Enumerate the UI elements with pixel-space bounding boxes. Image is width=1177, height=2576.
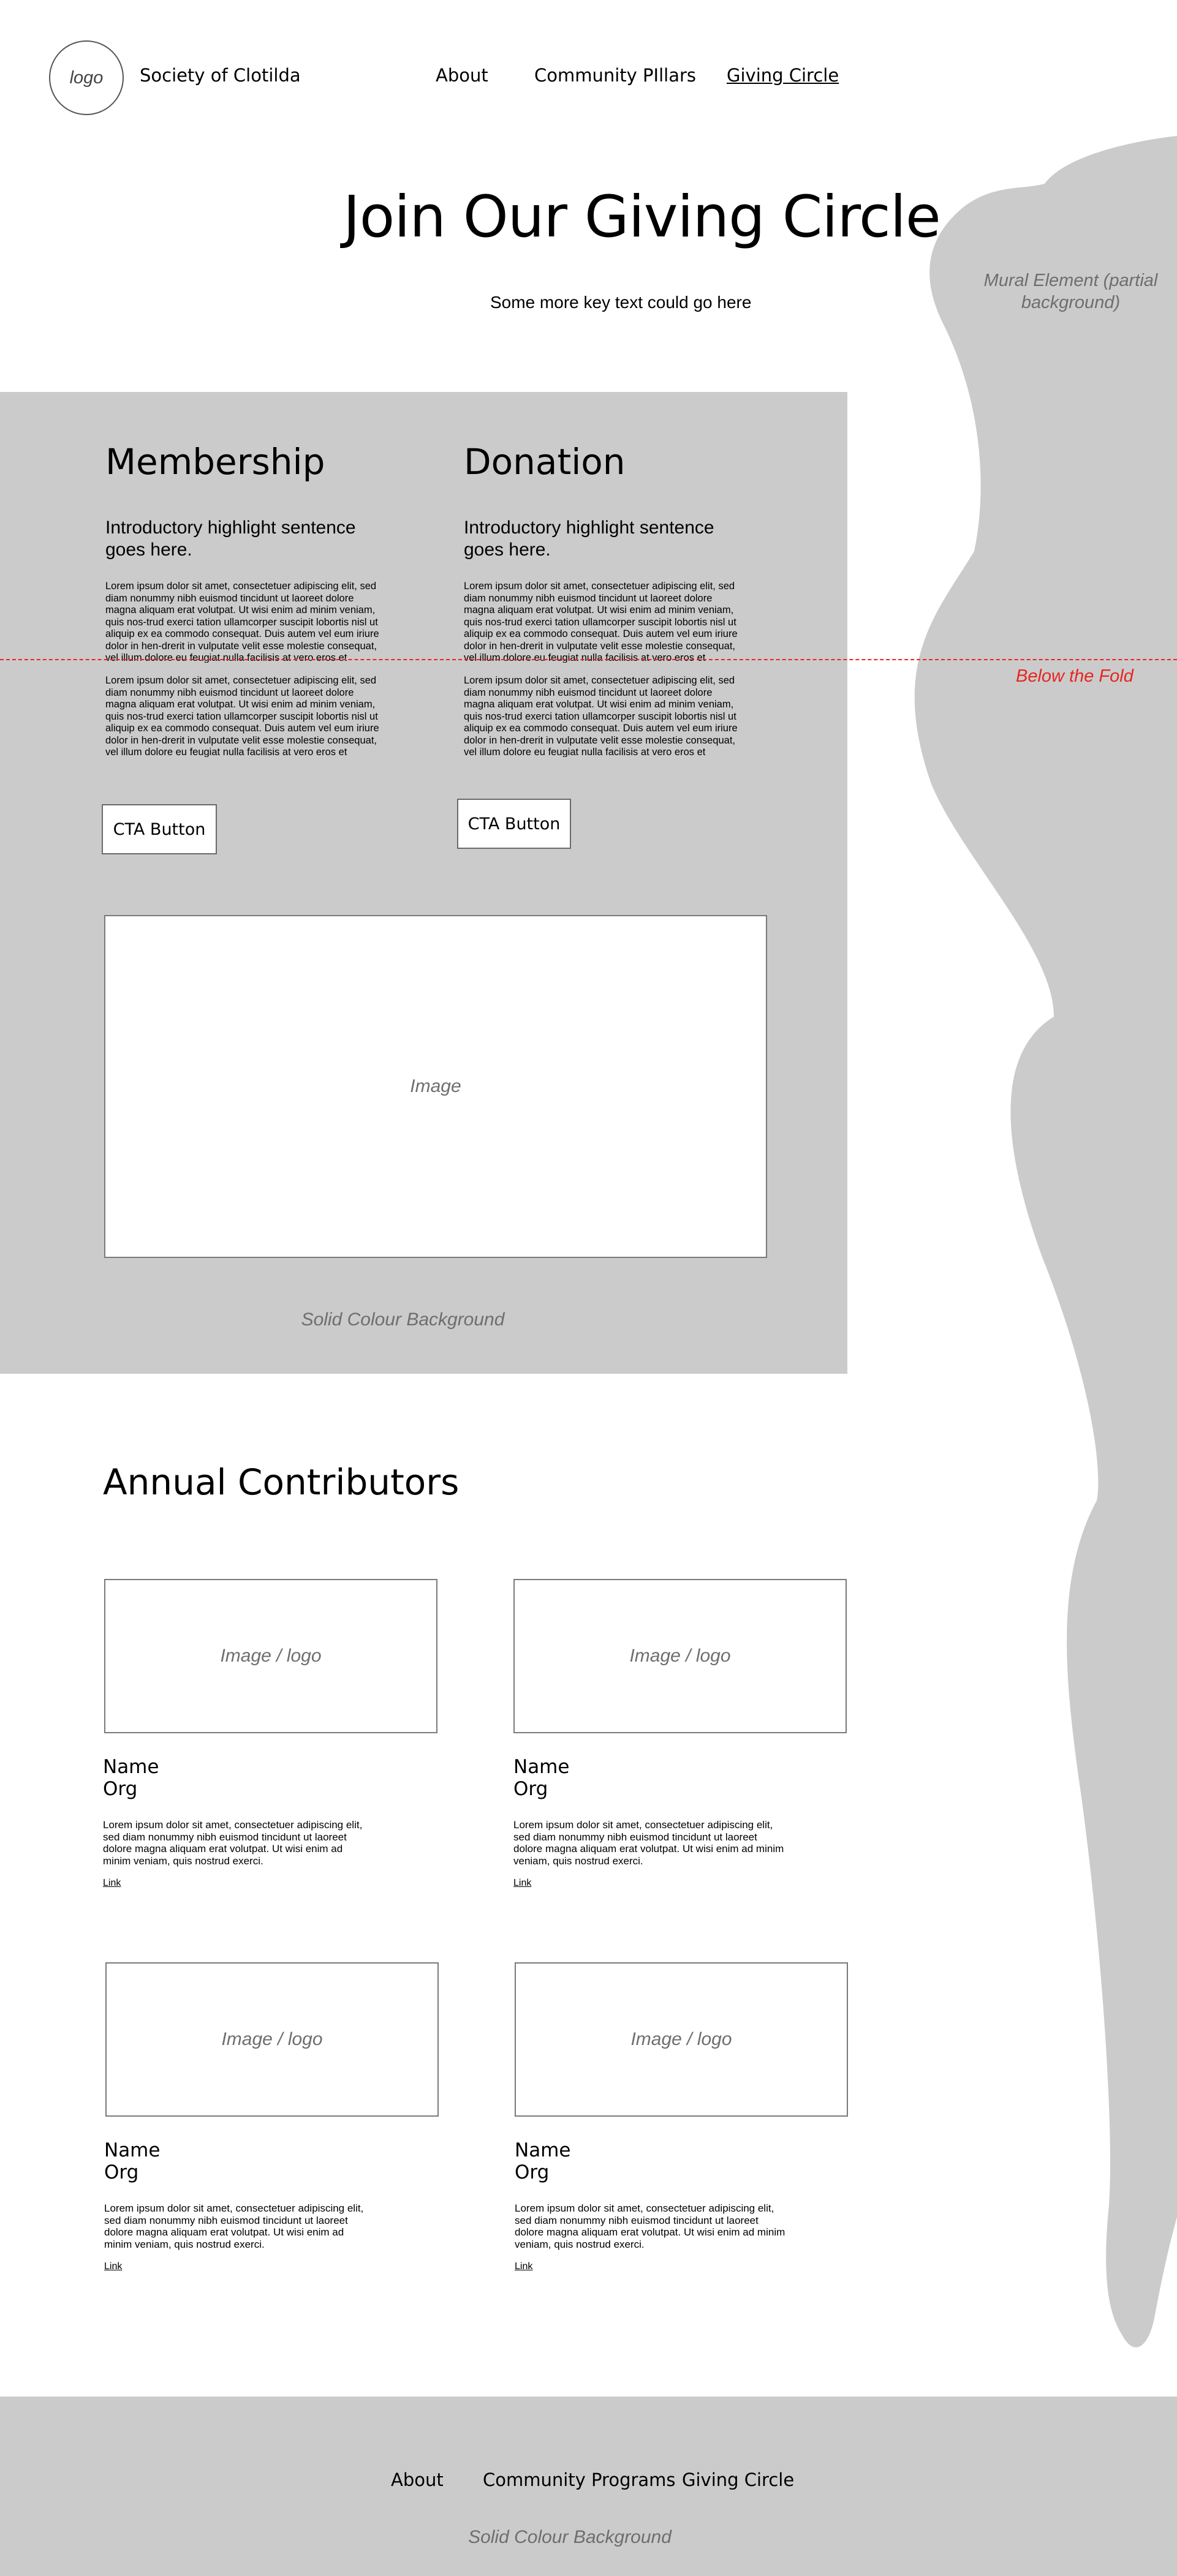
nav-item-giving-circle[interactable]: Giving Circle	[727, 65, 839, 86]
contributor-image-label: Image / logo	[221, 2029, 323, 2049]
donation-cta-button[interactable]: CTA Button	[457, 799, 571, 849]
membership-paragraph-1: Lorem ipsum dolor sit amet, consectetuer adipiscing elit, sed diam nonummy nibh euismod tincidunt ut laoreet dolore magna aliquam erat volutpat. Ut wisi enim ad minim veniam, quis nos-trud exerci tation ullamcorper suscipit lobortis nisl ut aliquip ex ea commodo consequat. Duis autem vel eum iriure dolor in hen-drerit in vulputate velit esse molestie consequat, vel illum dolore eu feugiat nulla facilisis at vero eros et	[105, 581, 379, 663]
page-title: Join Our Giving Circle	[343, 184, 940, 250]
membership-cta-button[interactable]: CTA Button	[102, 804, 217, 854]
fold-line	[0, 659, 1177, 660]
contributor-image-label: Image / logo	[630, 2029, 732, 2049]
contributor-description: Lorem ipsum dolor sit amet, consectetuer adipiscing elit, sed diam nonummy nibh euismod tincidunt ut laoreet dolore magna aliquam erat volutpat. Ut wisi enim ad minim veniam, quis nostrud exerci.	[103, 1819, 363, 1867]
hero-subtitle: Some more key text could go here	[490, 293, 752, 312]
mural-label: Mural Element (partial background)	[983, 271, 1158, 312]
contributors-heading: Annual Contributors	[103, 1461, 460, 1503]
contributor-org: Org	[103, 1778, 138, 1800]
donation-paragraph-2: Lorem ipsum dolor sit amet, consectetuer adipiscing elit, sed diam nonummy nibh euismod tincidunt ut laoreet dolore magna aliquam erat volutpat. Ut wisi enim ad minim veniam, quis nos-trud exerci tation ullamcorper suscipit lobortis nisl ut aliquip ex ea commodo consequat. Duis autem vel eum iriure dolor in hen-drerit in vulputate velit esse molestie consequat, vel illum dolore eu feugiat nulla facilisis at vero eros et	[464, 675, 738, 757]
contributor-image-placeholder	[104, 1579, 437, 1733]
contributor-image-placeholder	[105, 1962, 439, 2117]
logo[interactable]	[49, 40, 124, 115]
footer-nav-giving-circle[interactable]: Giving Circle	[682, 2469, 795, 2490]
membership-heading: Membership	[105, 441, 325, 483]
footer-nav-about[interactable]: About	[391, 2469, 444, 2490]
contributor-link[interactable]: Link	[104, 2261, 123, 2272]
site-name[interactable]: Society of Clotilda	[140, 65, 301, 86]
contributor-description: Lorem ipsum dolor sit amet, consectetuer adipiscing elit, sed diam nonummy nibh euismod tincidunt ut laoreet dolore magna aliquam erat volutpat. Ut wisi enim ad minim veniam, quis nostrud exerci.	[104, 2202, 364, 2250]
contributor-description: Lorem ipsum dolor sit amet, consectetuer adipiscing elit, sed diam nonummy nibh euismod tincidunt ut laoreet dolore magna aliquam erat volutpat. Ut wisi enim ad minim veniam, quis nostrud exerci.	[515, 2202, 785, 2250]
membership-paragraph-2: Lorem ipsum dolor sit amet, consectetuer adipiscing elit, sed diam nonummy nibh euismod tincidunt ut laoreet dolore magna aliquam erat volutpat. Ut wisi enim ad minim veniam, quis nos-trud exerci tation ullamcorper suscipit lobortis nisl ut aliquip ex ea commodo consequat. Duis autem vel eum iriure dolor in hen-drerit in vulputate velit esse molestie consequat, vel illum dolore eu feugiat nulla facilisis at vero eros et	[105, 675, 379, 757]
fold-label: Below the Fold	[1016, 666, 1133, 686]
footer-nav-community-programs[interactable]: Community Programs	[483, 2469, 676, 2490]
donation-heading: Donation	[464, 441, 626, 483]
donation-highlight: Introductory highlight sentence goes here.	[464, 518, 714, 560]
contributor-link[interactable]: Link	[513, 1878, 532, 1888]
contributor-image-placeholder	[513, 1579, 847, 1733]
contributor-link[interactable]: Link	[515, 2261, 533, 2272]
contributor-org: Org	[104, 2161, 139, 2183]
contributor-description: Lorem ipsum dolor sit amet, consectetuer adipiscing elit, sed diam nonummy nibh euismod tincidunt ut laoreet dolore magna aliquam erat volutpat. Ut wisi enim ad minim veniam, quis nostrud exerci.	[513, 1819, 784, 1867]
footer-bg-label: Solid Colour Background	[468, 2527, 672, 2547]
contributor-link[interactable]: Link	[103, 1878, 121, 1888]
contributor-image-placeholder	[515, 1962, 848, 2117]
giving-bg-label: Solid Colour Background	[301, 1309, 505, 1330]
giving-image-label: Image	[410, 1076, 461, 1096]
contributor-name: Name	[104, 2139, 161, 2161]
contributor-image-label: Image / logo	[220, 1646, 322, 1666]
nav-item-about[interactable]: About	[436, 65, 488, 86]
contributor-org: Org	[515, 2161, 550, 2183]
membership-highlight: Introductory highlight sentence goes here.	[105, 518, 356, 560]
contributor-name: Name	[513, 1756, 570, 1778]
nav-item-community-pillars[interactable]: Community PIllars	[534, 65, 697, 86]
donation-paragraph-1: Lorem ipsum dolor sit amet, consectetuer adipiscing elit, sed diam nonummy nibh euismod tincidunt ut laoreet dolore magna aliquam erat volutpat. Ut wisi enim ad minim veniam, quis nos-trud exerci tation ullamcorper suscipit lobortis nisl ut aliquip ex ea commodo consequat. Duis autem vel eum iriure dolor in hen-drerit in vulputate velit esse molestie consequat, vel illum dolore eu feugiat nulla facilisis at vero eros et	[464, 581, 738, 663]
contributor-image-label: Image / logo	[629, 1646, 731, 1666]
giving-image-placeholder	[104, 915, 767, 1258]
logo-text: logo	[69, 67, 104, 88]
contributor-name: Name	[103, 1756, 159, 1778]
contributor-org: Org	[513, 1778, 548, 1800]
contributor-name: Name	[515, 2139, 571, 2161]
